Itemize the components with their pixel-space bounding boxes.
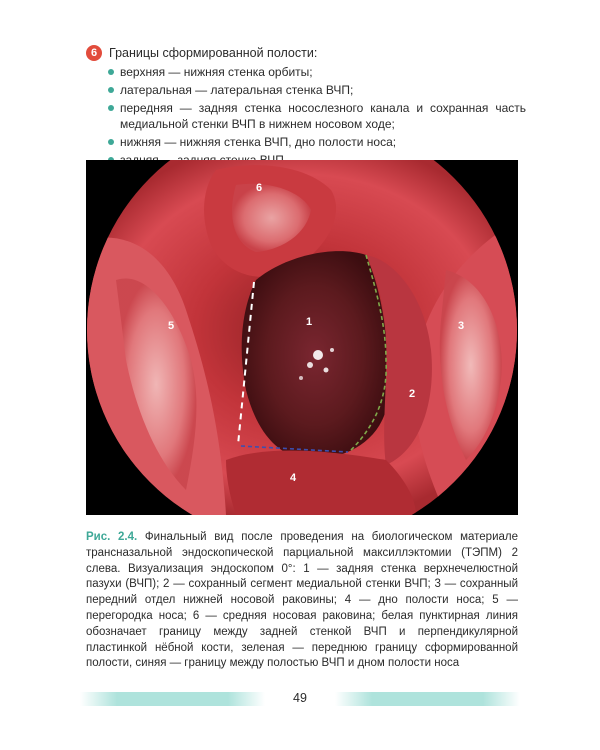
figure-label-3: 3 bbox=[458, 320, 465, 332]
footer-decoration-left bbox=[80, 692, 265, 706]
list-item: латеральная — латеральная стенка ВЧП; bbox=[108, 82, 526, 98]
bullet-icon bbox=[108, 87, 114, 93]
boundaries-section bbox=[86, 44, 526, 170]
list-item: верхняя — нижняя стенка орбиты; bbox=[108, 64, 526, 80]
section-header bbox=[86, 44, 526, 62]
bullet-icon bbox=[108, 69, 114, 75]
figure-reference: Рис. 2.4. bbox=[86, 531, 138, 543]
section-number-badge: 6 bbox=[86, 45, 102, 61]
figure-label-5: 5 bbox=[168, 320, 175, 332]
figure-label-2: 2 bbox=[409, 388, 416, 400]
bullet-icon bbox=[108, 105, 114, 111]
figure-caption bbox=[86, 530, 518, 672]
endoscopic-image bbox=[86, 160, 518, 515]
page-number: 49 bbox=[293, 691, 307, 705]
caption-text: Финальный вид после проведения на биологическом материале трансназальной эндоскопической парциальной максиллэктомии (ТЭПМ) 2 слева. Визуализация эндоскопом 0°: 1 — задняя стенка верхнечелюстной пазухи (ВЧП); 2 — сохранный сегмент медиальной стенки ВЧП; 3 — сохранный передний отдел нижней носовой раковины; 4 — дно полости носа; 5 — перегородка носа; 6 — средняя носовая раковина; белая пунктирная линия обозначает границу между задней стенкой ВЧП и перпендикулярной пластинкой нёбной кости, зеленая — переднюю границу сформированной полости, синяя — границу между полостью ВЧП и дном полости носа bbox=[86, 531, 518, 670]
endoscopic-figure bbox=[86, 160, 518, 515]
figure-label-4: 4 bbox=[290, 472, 297, 484]
section-title: Границы сформированной полости: bbox=[109, 46, 318, 60]
bullet-icon bbox=[108, 139, 114, 145]
footer-decoration-right bbox=[335, 692, 520, 706]
figure-label-6: 6 bbox=[256, 182, 263, 194]
list-item: передняя — задняя стенка носослезного канала и сохранная часть медиальной стенки ВЧП в нижнем носовом ходе; bbox=[108, 100, 526, 132]
figure-label-1: 1 bbox=[306, 316, 313, 328]
list-item: нижняя — нижняя стенка ВЧП, дно полости носа; bbox=[108, 134, 526, 150]
boundaries-list bbox=[108, 64, 526, 168]
